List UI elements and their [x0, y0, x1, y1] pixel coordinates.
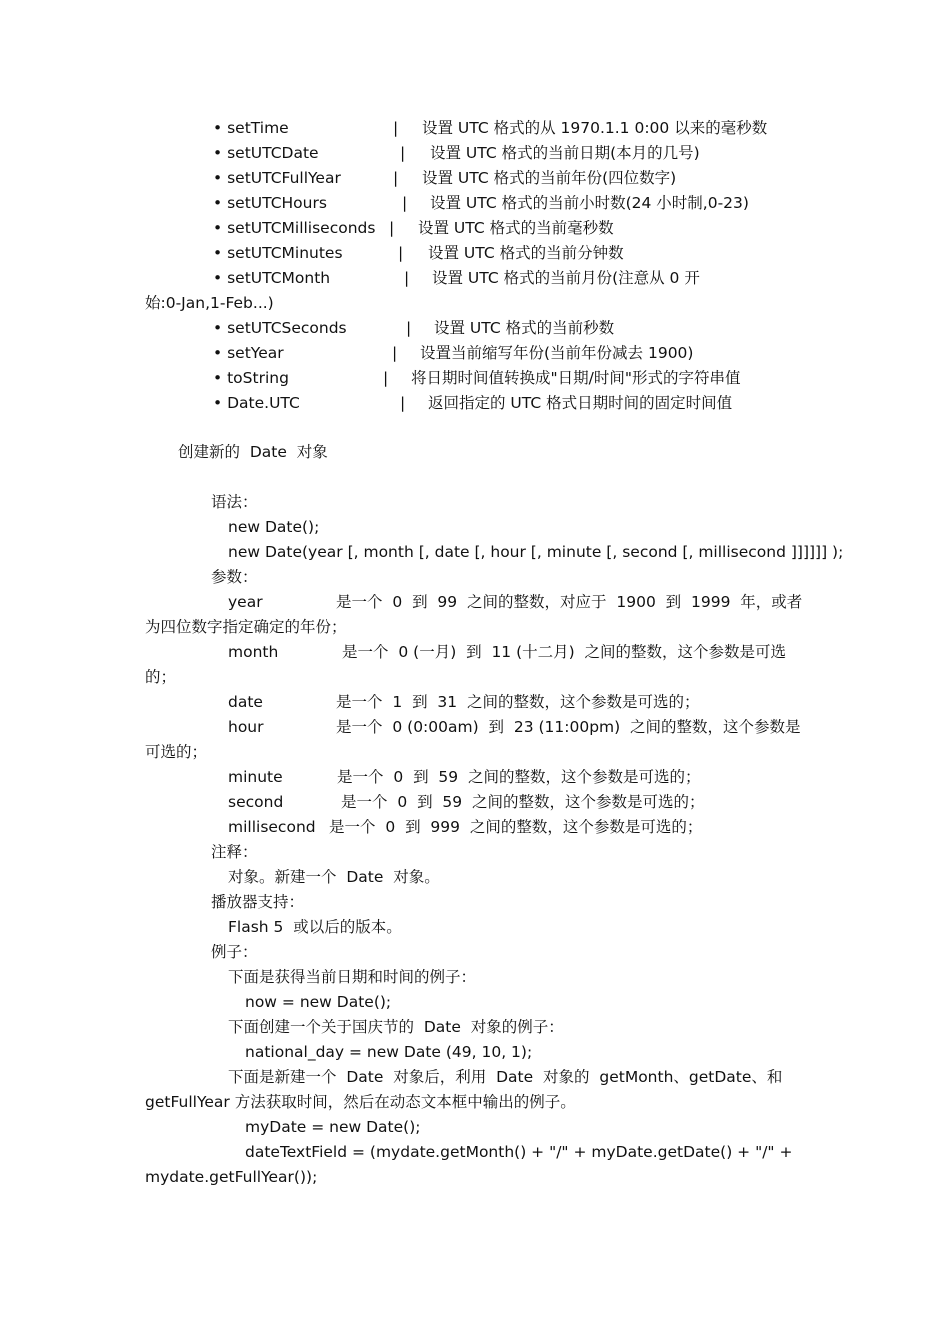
example-code: national_day = new Date (49, 10, 1); [245, 1043, 533, 1061]
example-desc: 下面是新建一个 Date 对象后，利用 Date 对象的 getMonth、getDate、和 [228, 1068, 783, 1086]
separator: | [398, 244, 404, 262]
method-name: setUTCHours [227, 194, 327, 212]
param-name: second [228, 793, 284, 811]
method-desc: 设置 UTC 格式的当前年份(四位数字) [422, 169, 677, 187]
bullet: • [213, 244, 223, 262]
separator: | [383, 369, 389, 387]
separator: | [400, 394, 406, 412]
example-desc-continued: getFullYear 方法获取时间，然后在动态文本框中输出的例子。 [145, 1093, 576, 1111]
separator: | [400, 144, 406, 162]
method-row [213, 243, 343, 263]
param-desc: 是一个 0 到 99 之间的整数，对应于 1900 到 1999 年，或者 [336, 593, 803, 611]
syntax-line: new Date(); [228, 518, 320, 536]
param-name: millisecond [228, 818, 316, 836]
bullet: • [213, 269, 223, 287]
method-name: setUTCMilliseconds [227, 219, 376, 237]
separator: | [402, 194, 408, 212]
syntax-label: 语法： [211, 493, 258, 511]
method-row [213, 368, 289, 388]
bullet: • [213, 319, 223, 337]
separator: | [393, 169, 399, 187]
method-name: setTime [227, 119, 289, 137]
method-row [213, 143, 319, 163]
param-desc: 是一个 0 (0:00am) 到 23 (11:00pm) 之间的整数，这个参数是 [336, 718, 801, 736]
param-name: date [228, 693, 263, 711]
method-desc: 设置当前缩写年份(当前年份减去 1900) [420, 344, 694, 362]
method-name: setUTCDate [227, 144, 319, 162]
bullet: • [213, 144, 223, 162]
method-row [213, 268, 330, 288]
method-row [213, 168, 341, 188]
method-name: setUTCMonth [227, 269, 331, 287]
example-code-continued: mydate.getFullYear()); [145, 1168, 318, 1186]
example-desc: 下面是获得当前日期和时间的例子： [228, 968, 477, 986]
method-row [213, 193, 327, 213]
method-desc: 设置 UTC 格式的当前小时数(24 小时制,0-23) [430, 194, 749, 212]
separator: | [393, 119, 399, 137]
param-name: month [228, 643, 279, 661]
notes-label: 注释： [211, 843, 258, 861]
method-row [213, 218, 375, 238]
bullet: • [213, 119, 223, 137]
method-desc: 返回指定的 UTC 格式日期时间的固定时间值 [428, 394, 733, 412]
separator: | [389, 219, 395, 237]
param-name: minute [228, 768, 283, 786]
method-row [213, 393, 300, 413]
method-desc: 将日期时间值转换成"日期/时间"形式的字符串值 [411, 369, 741, 387]
example-code: myDate = new Date(); [245, 1118, 421, 1136]
section-title: 创建新的 Date 对象 [178, 443, 328, 461]
example-code: dateTextField = (mydate.getMonth() + "/" + myDate.getDate() + "/" + [245, 1143, 793, 1161]
param-desc: 是一个 0 (一月) 到 11 (十二月) 之间的整数，这个参数是可选 [342, 643, 787, 661]
example-code: now = new Date(); [245, 993, 392, 1011]
param-name: hour [228, 718, 264, 736]
method-name: Date.UTC [227, 394, 300, 412]
bullet: • [213, 369, 223, 387]
param-desc-continued: 为四位数字指定确定的年份； [145, 618, 347, 636]
example-desc: 下面创建一个关于国庆节的 Date 对象的例子： [228, 1018, 564, 1036]
example-label: 例子： [211, 943, 258, 961]
param-name: year [228, 593, 263, 611]
method-desc: 设置 UTC 格式的当前分钟数 [428, 244, 624, 262]
method-desc: 设置 UTC 格式的当前秒数 [434, 319, 615, 337]
method-row [213, 118, 289, 138]
syntax-line: new Date(year [, month [, date [, hour [, minute [, second [, millisecond ]]]]]] ); [228, 543, 844, 561]
player-label: 播放器支持： [211, 893, 305, 911]
method-row [213, 343, 284, 363]
param-desc-continued: 的； [145, 668, 177, 686]
param-desc-continued: 可选的； [145, 743, 208, 761]
separator: | [392, 344, 398, 362]
method-desc: 设置 UTC 格式的当前日期(本月的几号) [430, 144, 700, 162]
notes-text: 对象。新建一个 Date 对象。 [228, 868, 440, 886]
param-desc: 是一个 1 到 31 之间的整数，这个参数是可选的； [336, 693, 700, 711]
method-desc: 设置 UTC 格式的当前毫秒数 [418, 219, 614, 237]
method-name: setUTCFullYear [227, 169, 341, 187]
method-row [213, 318, 347, 338]
method-desc-continued: 始:0-Jan,1-Feb...) [145, 294, 274, 312]
separator: | [406, 319, 412, 337]
params-label: 参数： [211, 568, 258, 586]
method-name: setUTCMinutes [227, 244, 343, 262]
bullet: • [213, 344, 223, 362]
param-desc: 是一个 0 到 59 之间的整数，这个参数是可选的； [341, 793, 705, 811]
bullet: • [213, 219, 223, 237]
separator: | [404, 269, 410, 287]
method-name: setYear [227, 344, 284, 362]
bullet: • [213, 394, 223, 412]
bullet: • [213, 194, 223, 212]
method-desc: 设置 UTC 格式的从 1970.1.1 0:00 以来的毫秒数 [422, 119, 768, 137]
bullet: • [213, 169, 223, 187]
param-desc: 是一个 0 到 999 之间的整数，这个参数是可选的； [329, 818, 703, 836]
param-desc: 是一个 0 到 59 之间的整数，这个参数是可选的； [337, 768, 701, 786]
method-name: toString [227, 369, 289, 387]
player-text: Flash 5 或以后的版本。 [228, 918, 402, 936]
method-name: setUTCSeconds [227, 319, 347, 337]
method-desc: 设置 UTC 格式的当前月份(注意从 0 开 [432, 269, 700, 287]
